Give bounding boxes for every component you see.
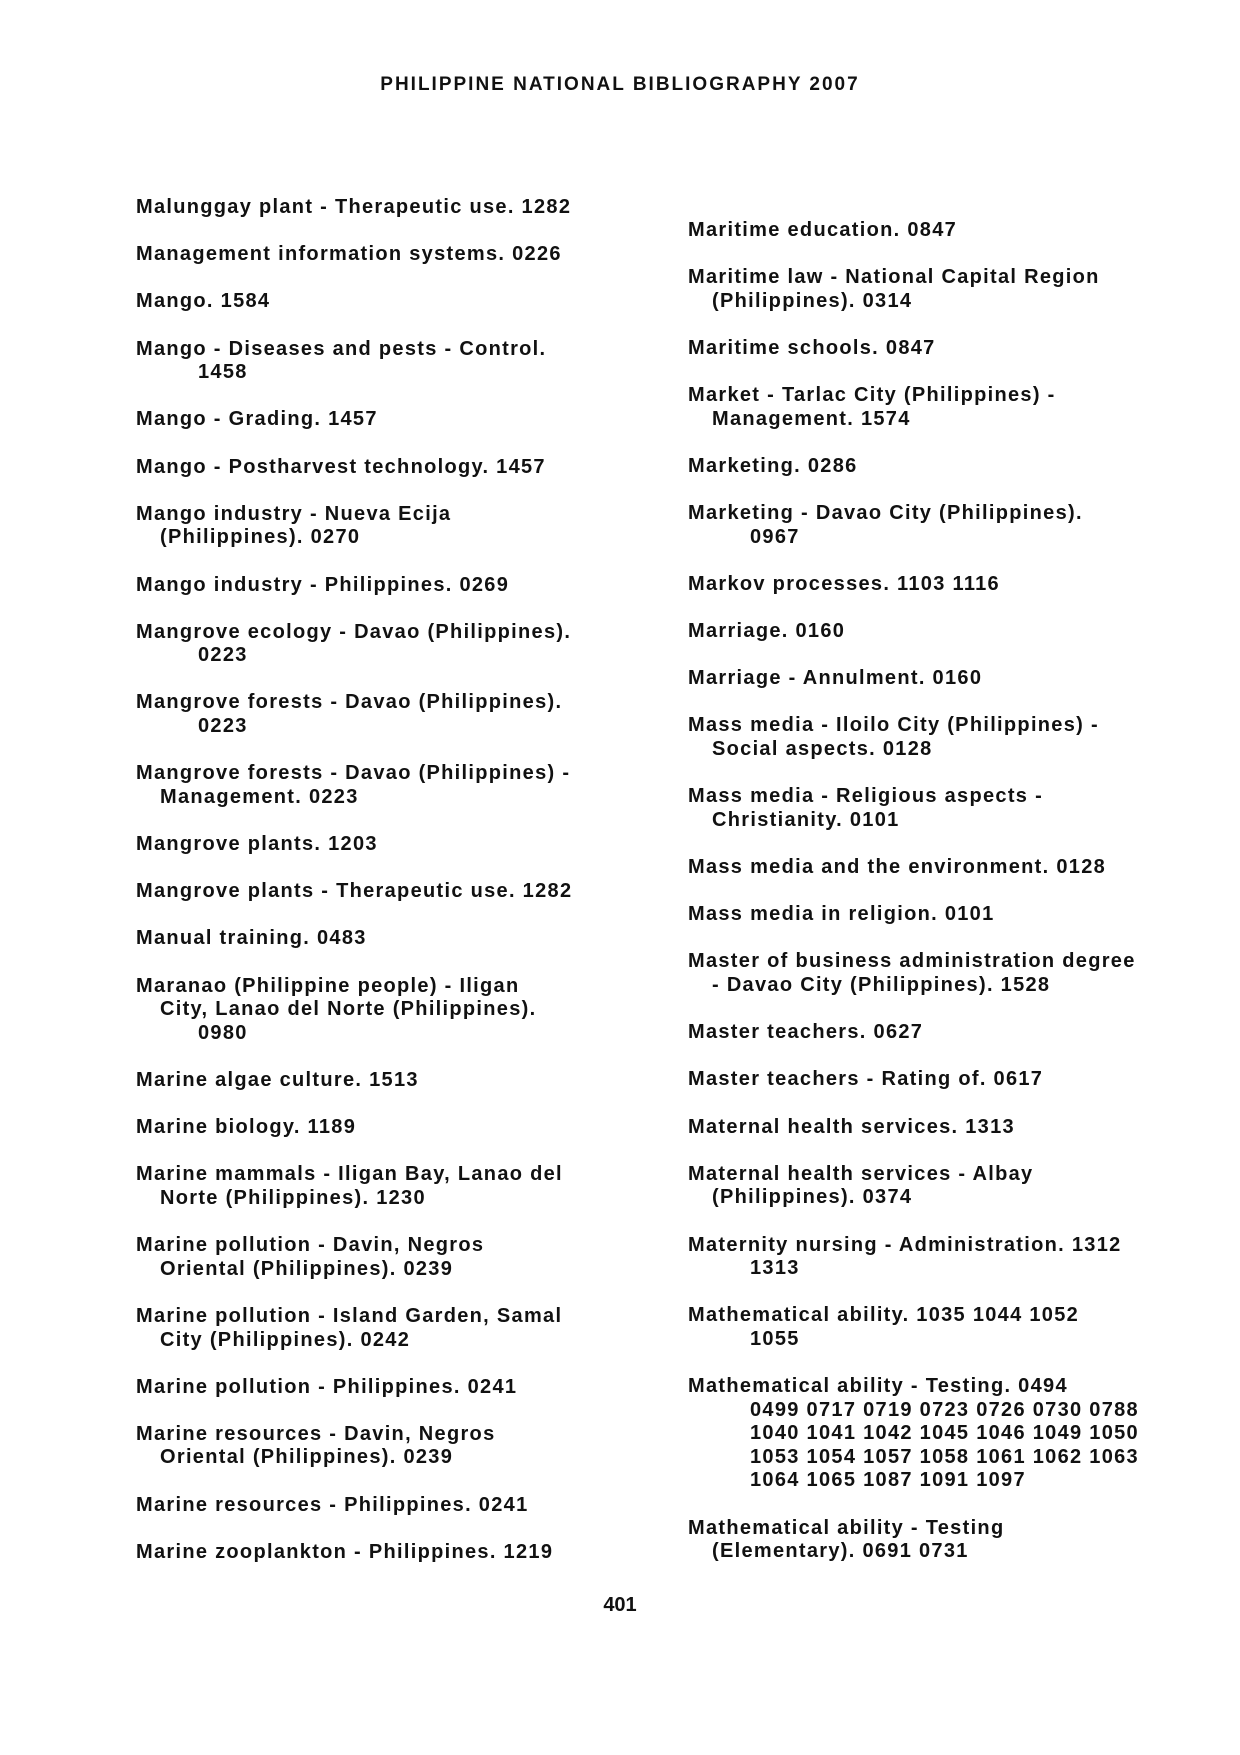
entry-heading: Mass media in religion. 0101 <box>688 903 995 926</box>
index-entry <box>688 903 1208 927</box>
entry-continuation: Oriental (Philippines). 0239 <box>160 1257 454 1280</box>
index-entry <box>136 456 656 480</box>
entry-heading: Mango - Postharvest technology. 1457 <box>136 455 546 478</box>
entry-heading: Maranao (Philippine people) - Iligan <box>136 974 520 997</box>
entry-heading: Marine zooplankton - Philippines. 1219 <box>136 1540 554 1563</box>
entry-heading: Mass media - Religious aspects - <box>688 785 1044 808</box>
index-entry <box>688 266 1208 313</box>
entry-heading: Maritime schools. 0847 <box>688 336 936 359</box>
entry-heading: Maternity nursing - Administration. 1312 <box>688 1233 1122 1256</box>
index-entry <box>136 1234 656 1281</box>
entry-heading: Marine pollution - Philippines. 0241 <box>136 1375 518 1398</box>
entry-heading: Marriage. 0160 <box>688 620 846 643</box>
entry-heading: Marine mammals - Iligan Bay, Lanao del <box>136 1163 563 1186</box>
index-entry <box>688 384 1208 431</box>
entry-heading: Marine pollution - Davin, Negros <box>136 1234 485 1257</box>
entry-continuation: 1055 <box>750 1327 800 1350</box>
index-entry <box>688 1517 1208 1564</box>
index-entry <box>688 219 1208 243</box>
index-entry <box>136 880 656 904</box>
entry-heading: Marketing. 0286 <box>688 454 858 477</box>
entry-heading: Mathematical ability - Testing. 0494 <box>688 1375 1068 1398</box>
index-entry <box>136 975 656 1046</box>
index-entry <box>136 1163 656 1210</box>
entry-heading: Mango. 1584 <box>136 290 271 313</box>
index-entry <box>136 290 656 314</box>
entry-heading: Marriage - Annulment. 0160 <box>688 667 983 690</box>
entry-heading: Master teachers - Rating of. 0617 <box>688 1068 1044 1091</box>
index-entry <box>136 1541 656 1565</box>
entry-heading: Maternal health services - Albay <box>688 1162 1034 1185</box>
index-entry <box>136 1069 656 1093</box>
entry-continuation: 1053 1054 1057 1058 1061 1062 1063 <box>750 1445 1139 1468</box>
entry-continuation: Norte (Philippines). 1230 <box>160 1186 426 1209</box>
entry-continuation: (Philippines). 0270 <box>160 526 361 549</box>
entry-continuation: (Elementary). 0691 0731 <box>712 1540 969 1563</box>
entry-heading: Maritime law - National Capital Region <box>688 266 1100 289</box>
index-entry <box>136 1494 656 1518</box>
index-entry <box>136 503 656 550</box>
index-entry <box>136 408 656 432</box>
index-entry <box>688 1116 1208 1140</box>
entry-heading: Mathematical ability - Testing <box>688 1516 1005 1539</box>
entry-heading: Master teachers. 0627 <box>688 1021 924 1044</box>
entry-continuation: Social aspects. 0128 <box>712 738 933 761</box>
entry-heading: Master of business administration degree <box>688 950 1136 973</box>
index-entry <box>136 1376 656 1400</box>
entry-heading: Mango - Diseases and pests - Control. <box>136 337 547 360</box>
index-entry <box>688 785 1208 832</box>
index-entry <box>136 691 656 738</box>
page-number: 401 <box>603 1594 637 1616</box>
index-entry <box>688 620 1208 644</box>
index-entry <box>136 243 656 267</box>
entry-continuation: 0223 <box>198 715 248 738</box>
entry-continuation: 1064 1065 1087 1091 1097 <box>750 1469 1026 1492</box>
index-entry <box>688 502 1208 549</box>
entry-heading: Marine pollution - Island Garden, Samal <box>136 1304 563 1327</box>
index-entry <box>688 1234 1208 1281</box>
index-entry <box>136 621 656 668</box>
entry-heading: Maternal health services. 1313 <box>688 1115 1015 1138</box>
page-title: PHILIPPINE NATIONAL BIBLIOGRAPHY 2007 <box>380 74 860 95</box>
entry-continuation: (Philippines). 0374 <box>712 1186 913 1209</box>
entry-heading: Marine biology. 1189 <box>136 1116 357 1139</box>
entry-continuation: City, Lanao del Norte (Philippines). <box>160 998 537 1021</box>
entry-heading: Marketing - Davao City (Philippines). <box>688 502 1083 525</box>
index-entry <box>688 1163 1208 1210</box>
entry-heading: Mass media - Iloilo City (Philippines) - <box>688 714 1099 737</box>
entry-continuation: 1458 <box>198 361 248 384</box>
index-entry <box>688 573 1208 597</box>
entry-heading: Mango industry - Philippines. 0269 <box>136 573 510 596</box>
entry-continuation: Oriental (Philippines). 0239 <box>160 1446 454 1469</box>
entry-continuation: 0980 <box>198 1021 248 1044</box>
entry-continuation: (Philippines). 0314 <box>712 289 913 312</box>
entry-continuation: Management. 0223 <box>160 785 359 808</box>
entry-continuation: 0499 0717 0719 0723 0726 0730 0788 <box>750 1398 1139 1421</box>
entry-heading: Mangrove plants - Therapeutic use. 1282 <box>136 880 573 903</box>
index-entry <box>136 574 656 598</box>
entry-heading: Marine resources - Philippines. 0241 <box>136 1493 529 1516</box>
entry-heading: Mathematical ability. 1035 1044 1052 <box>688 1304 1080 1327</box>
right-column <box>688 196 1208 1587</box>
entry-continuation: 1313 <box>750 1257 800 1280</box>
index-entry <box>688 1375 1208 1493</box>
index-entry <box>688 856 1208 880</box>
entry-heading: Marine algae culture. 1513 <box>136 1068 419 1091</box>
entry-continuation: 0967 <box>750 525 800 548</box>
index-entry <box>688 714 1208 761</box>
index-entry <box>136 338 656 385</box>
entry-continuation: 1040 1041 1042 1045 1046 1049 1050 <box>750 1422 1139 1445</box>
entry-heading: Mangrove plants. 1203 <box>136 833 378 856</box>
index-entry <box>136 762 656 809</box>
entry-heading: Mangrove forests - Davao (Philippines) - <box>136 762 571 785</box>
entry-heading: Markov processes. 1103 1116 <box>688 572 1000 595</box>
entry-continuation: - Davao City (Philippines). 1528 <box>712 974 1051 996</box>
index-entry <box>688 1021 1208 1045</box>
index-entry <box>136 1305 656 1352</box>
index-entry <box>136 833 656 857</box>
index-entry <box>136 1423 656 1470</box>
entry-heading: Mango - Grading. 1457 <box>136 408 378 431</box>
entry-heading: Maritime education. 0847 <box>688 219 958 241</box>
entry-heading: Malunggay plant - Therapeutic use. 1282 <box>136 196 572 218</box>
index-entry <box>688 1068 1208 1092</box>
index-entry <box>688 950 1208 997</box>
entry-continuation: 0223 <box>198 644 248 667</box>
index-entry <box>136 196 656 220</box>
entry-continuation: Christianity. 0101 <box>712 808 900 831</box>
entry-heading: Mangrove ecology - Davao (Philippines). <box>136 620 572 643</box>
entry-heading: Mass media and the environment. 0128 <box>688 856 1107 879</box>
entry-continuation: City (Philippines). 0242 <box>160 1328 411 1351</box>
entry-heading: Management information systems. 0226 <box>136 243 562 266</box>
index-entry <box>136 927 656 951</box>
entry-heading: Manual training. 0483 <box>136 927 367 950</box>
entry-heading: Market - Tarlac City (Philippines) - <box>688 384 1056 407</box>
index-entry <box>688 667 1208 691</box>
entry-continuation: Management. 1574 <box>712 407 911 430</box>
entry-heading: Mango industry - Nueva Ecija <box>136 502 452 525</box>
index-entry <box>688 455 1208 479</box>
left-column <box>136 196 656 1588</box>
index-entry <box>688 1304 1208 1351</box>
entry-heading: Mangrove forests - Davao (Philippines). <box>136 691 563 714</box>
index-entry <box>688 337 1208 361</box>
index-entry <box>136 1116 656 1140</box>
entry-heading: Marine resources - Davin, Negros <box>136 1422 496 1445</box>
